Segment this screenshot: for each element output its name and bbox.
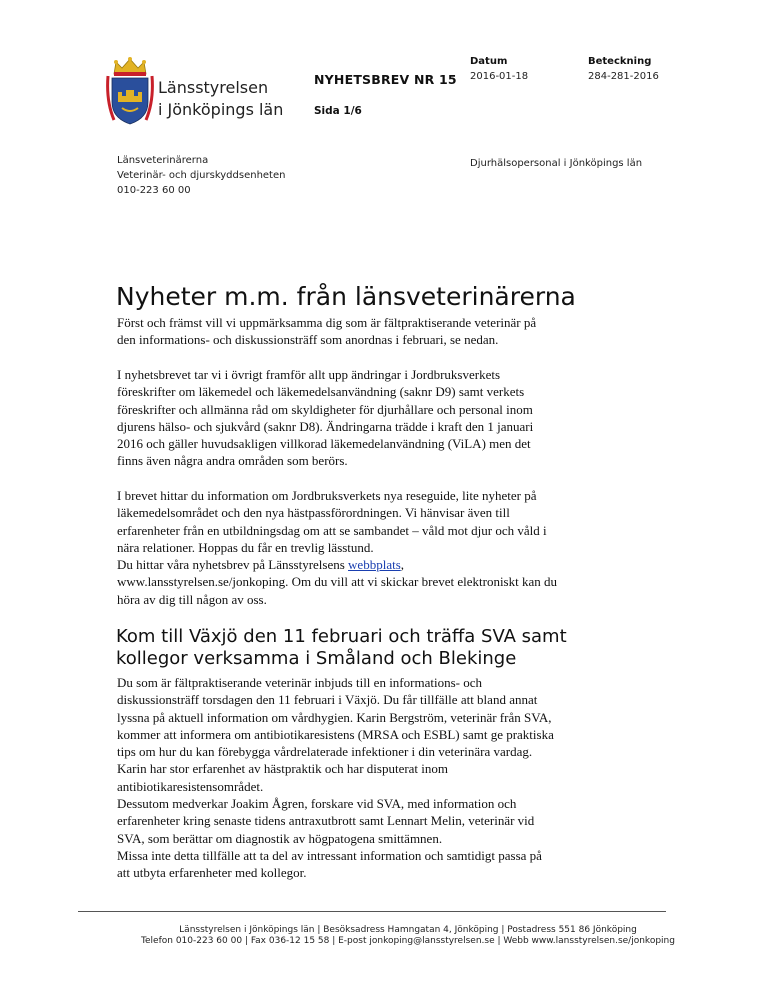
footer-contact: Telefon 010-223 60 00 | Fax 036-12 15 58 | E-post jonkoping@lansstyrelsen.se | Webb www.lansstyrelsen.se/jonkoping	[141, 936, 675, 946]
paragraph: I brevet hittar du information om Jordbruksverkets nya reseguide, lite nyheter på läkemedelsområdet och den nya hästpassförordningen. Vi hänvisar även till erfarenheter från en utbildningsdag om att se sambandet – våld mot djur och våld i nära relationer. Hoppas du får en trevlig lässtund.	[117, 488, 547, 555]
org-name-line1: Länsstyrelsen	[158, 78, 269, 97]
page-indicator: Sida 1/6	[314, 105, 362, 117]
paragraph: I nyhetsbrevet tar vi i övrigt framför allt upp ändringar i Jordbruksverkets föreskrifter om läkemedel och läkemedelsanvändning (saknr D9) samt verkets föreskrifter och allmänna råd om skyldigheter för djurhållare och personal inom djurens hälso- och sjukvård (saknr D8). Ändringarna trädde i kraft den 1 januari 2016 och gäller huvudsakligen villkorad läkemedelanvändning (ViLA) men det finns även några andra områden som berörs.	[117, 367, 534, 469]
recipient: Djurhälsopersonal i Jönköpings län	[470, 158, 643, 169]
sender-phone: 010-223 60 00	[117, 185, 191, 196]
paragraph: Du som är fältpraktiserande veterinär inbjuds till en informations- och diskussionsträff torsdagen den 11 februari i Växjö. Du får tillfälle att bland annat lyssna på aktuell information om vårdhygien. Karin Bergström, veterinär från SVA, kommer att informera om antibiotikaresistens (MRSA och ESBL) samt ge praktiska tips om hur du kan förebygga vårdrelaterade infektioner i din veterinära vardag. Karin har stor erfarenhet av hästpraktik och har disputerat inom antibiotikaresistensområdet.	[117, 675, 554, 794]
page-title: Nyheter m.m. från länsveterinärerna	[116, 282, 576, 311]
paragraph: Dessutom medverkar Joakim Ågren, forskare vid SVA, med information och erfarenheter kring senaste tidens antraxutbrott samt Lennart Melin, veterinär vid SVA, som berättar om diagnostik av högpatogena smittämnen.	[117, 796, 535, 846]
footer-divider	[78, 911, 666, 912]
footer-address: Länsstyrelsen i Jönköpings län | Besöksadress Hamngatan 4, Jönköping | Postadress 551 86 Jönköping	[179, 925, 637, 935]
website-link[interactable]: webbplats	[348, 557, 401, 572]
reference-value: 284-281-2016	[588, 71, 659, 82]
sender-unit: Veterinär- och djurskyddsenheten	[117, 170, 286, 181]
section-heading: Kom till Växjö den 11 februari och träffa SVA samt kollegor verksamma i Småland och Blekinge	[116, 626, 567, 669]
paragraph: Först och främst vill vi uppmärksamma dig som är fältpraktiserande veterinär på den informations- och diskussionsträff som anordnas i februari, se nedan.	[117, 315, 537, 348]
date-value: 2016-01-18	[470, 71, 529, 82]
sender-name: Länsveterinärerna	[117, 155, 209, 166]
paragraph	[117, 556, 557, 608]
paragraph: Missa inte detta tillfälle att ta del av intressant information och samtidigt passa på att utbyta erfarenheter med kollegor.	[117, 848, 542, 881]
org-name-line2: i Jönköpings län	[158, 100, 284, 119]
date-label: Datum	[470, 56, 508, 67]
newsletter-number: NYHETSBREV NR 15	[314, 72, 457, 87]
reference-label: Beteckning	[588, 56, 652, 67]
coat-of-arms-icon	[106, 56, 154, 126]
paragraph-text: Du hittar våra nyhetsbrev på Länsstyrelsens	[117, 557, 349, 572]
paragraph-text: , www.lansstyrelsen.se/jonkoping. Om du vill att vi skickar brevet elektroniskt kan du höra av dig till någon av oss.	[117, 557, 557, 607]
